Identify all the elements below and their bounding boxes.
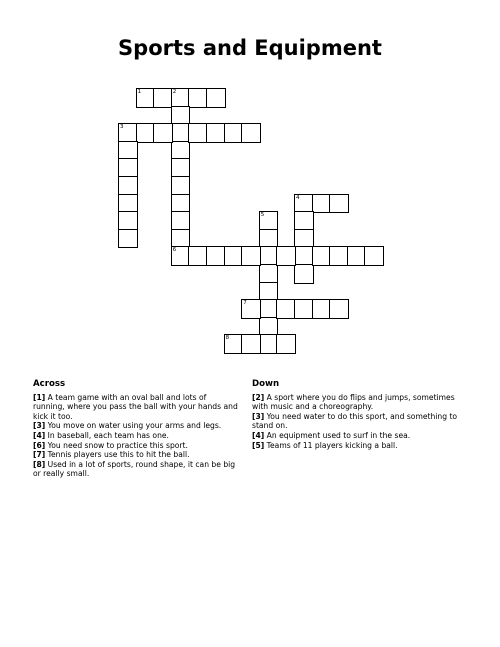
across-clue (33, 460, 238, 479)
grid-cell[interactable] (224, 123, 244, 143)
clue-text: You need water to do this sport, and something to stand on. (252, 411, 458, 431)
grid-cell[interactable] (118, 194, 138, 214)
clue-label: [5] (252, 440, 265, 450)
down-clues (252, 380, 467, 450)
grid-cell[interactable] (171, 123, 191, 143)
clue-label: [3] (33, 421, 46, 431)
clue-text: In baseball, each team has one. (47, 430, 169, 440)
grid-cell[interactable] (329, 246, 349, 266)
grid-cell[interactable] (259, 246, 279, 266)
clue-label: [4] (252, 430, 265, 440)
clue-number: 1 (137, 89, 142, 95)
across-clues (33, 380, 238, 479)
grid-cell[interactable] (294, 211, 314, 231)
grid-cell[interactable] (206, 123, 226, 143)
clue-number: 2 (172, 89, 177, 95)
clue-label: [8] (33, 459, 46, 469)
page-title: Sports and Equipment (118, 36, 382, 60)
down-clue (252, 431, 467, 441)
clue-label: [4] (33, 430, 46, 440)
grid-cell[interactable] (241, 123, 261, 143)
grid-cell[interactable] (118, 229, 138, 249)
clue-label: [2] (252, 392, 265, 402)
grid-cell[interactable] (224, 246, 244, 266)
grid-cell[interactable] (153, 88, 173, 108)
grid-cell[interactable] (171, 106, 191, 126)
grid-cell[interactable] (171, 246, 191, 266)
clue-text: Teams of 11 players kicking a ball. (266, 440, 398, 450)
grid-cell[interactable] (294, 246, 314, 266)
clue-label: [6] (33, 440, 46, 450)
grid-cell[interactable] (188, 246, 208, 266)
grid-cell[interactable] (294, 229, 314, 249)
across-clue-list (33, 393, 238, 479)
down-clue (252, 412, 467, 431)
clue-text: An equipment used to surf in the sea. (266, 430, 411, 440)
grid-cell[interactable] (241, 334, 261, 354)
grid-cell[interactable] (118, 141, 138, 161)
grid-cell[interactable] (241, 246, 261, 266)
grid-cell[interactable] (188, 123, 208, 143)
grid-cell[interactable] (259, 264, 279, 284)
grid-cell[interactable] (276, 299, 296, 319)
clue-label: [3] (252, 411, 265, 421)
down-clue (252, 393, 467, 412)
grid-cell[interactable] (171, 88, 191, 108)
across-heading: Across (33, 379, 66, 389)
clue-number: 6 (172, 247, 177, 254)
across-clue (33, 441, 238, 451)
grid-cell[interactable] (206, 88, 226, 108)
clue-number: 4 (296, 194, 300, 201)
grid-cell[interactable] (171, 176, 191, 196)
clue-label: [7] (33, 450, 46, 460)
grid-cell[interactable] (259, 299, 279, 319)
across-clue (33, 450, 238, 460)
grid-cell[interactable] (312, 194, 332, 214)
clue-number: 8 (225, 335, 230, 342)
clue-text: Used in a lot of sports, round shape, it can be big or really small. (33, 459, 236, 479)
grid-cell[interactable] (294, 194, 314, 214)
clue-text: You need snow to practice this sport. (47, 440, 188, 450)
grid-cell[interactable] (259, 211, 279, 231)
down-clue (252, 441, 467, 451)
grid-cell[interactable] (118, 158, 138, 178)
grid-cell[interactable] (329, 194, 349, 214)
clue-text: A sport where you do flips and jumps, sometimes with music and a choreography. (252, 392, 455, 412)
across-clue (33, 421, 238, 431)
clue-number: 3 (120, 124, 124, 131)
grid-cell[interactable] (294, 299, 314, 319)
down-clue-list (252, 393, 467, 451)
grid-cell[interactable] (347, 246, 367, 266)
grid-cell[interactable] (276, 334, 296, 354)
grid-cell[interactable] (259, 317, 279, 337)
grid-cell[interactable] (241, 299, 261, 319)
grid-cell[interactable] (188, 88, 208, 108)
grid-cell[interactable] (364, 246, 384, 266)
clue-number: 7 (243, 300, 247, 307)
clue-text: You move on water using your arms and legs. (47, 421, 222, 431)
across-clue (33, 393, 238, 422)
grid-cell[interactable] (276, 246, 296, 266)
grid-cell[interactable] (153, 123, 173, 143)
grid-cell[interactable] (329, 299, 349, 319)
grid-cell[interactable] (171, 229, 191, 249)
grid-cell[interactable] (224, 334, 244, 354)
across-clue (33, 431, 238, 441)
clue-text: Tennis players use this to hit the ball. (47, 450, 190, 460)
clue-label: [1] (33, 392, 46, 402)
grid-cell[interactable] (136, 123, 156, 143)
grid-cell[interactable] (171, 141, 191, 161)
grid-cell[interactable] (118, 211, 138, 231)
grid-cell[interactable] (259, 229, 279, 249)
grid-cell[interactable] (171, 158, 191, 178)
clue-text: A team game with an oval ball and lots of running, where you pass the ball with your hands and kick it too. (33, 392, 238, 421)
grid-cell[interactable] (294, 264, 314, 284)
grid-cell[interactable] (259, 334, 279, 354)
grid-cell[interactable] (206, 246, 226, 266)
grid-cell[interactable] (171, 194, 191, 214)
grid-cell[interactable] (312, 246, 332, 266)
grid-cell[interactable] (171, 211, 191, 231)
grid-cell[interactable] (259, 282, 279, 302)
down-heading: Down (252, 379, 280, 389)
grid-cell[interactable] (118, 176, 138, 196)
grid-cell[interactable] (118, 123, 138, 143)
clue-number: 5 (260, 212, 265, 219)
grid-cell[interactable] (312, 299, 332, 319)
grid-cell[interactable] (136, 88, 156, 108)
